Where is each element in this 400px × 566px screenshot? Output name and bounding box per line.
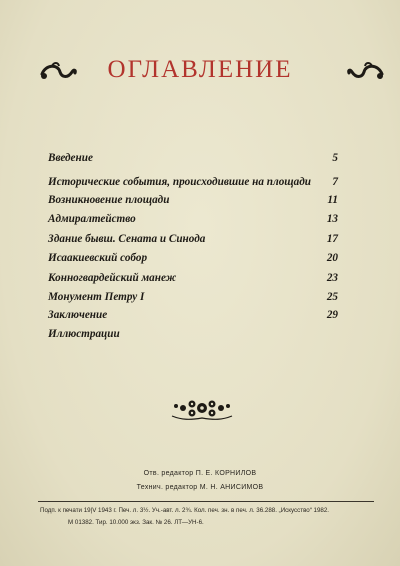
toc-entry — [48, 176, 338, 192]
toc-entry-label: Введение — [48, 152, 93, 164]
technical-editor: Технич. редактор М. Н. АНИСИМОВ — [136, 484, 264, 491]
toc-entry-label: Исторические события, происходившие на площади — [48, 176, 311, 188]
toc-entry-page: 5 — [332, 152, 338, 164]
toc-entry-page: 11 — [327, 194, 338, 206]
page-title: ОГЛАВЛЕНИЕ — [107, 56, 293, 83]
toc-entry-page: 7 — [332, 176, 338, 188]
toc-entry-page: 23 — [326, 272, 338, 284]
divider — [38, 501, 374, 502]
toc-entry-label: Здание бывш. Сената и Синода — [48, 233, 206, 245]
ornament-right-icon — [346, 60, 386, 84]
toc-entry-label: Заключение — [48, 309, 108, 321]
imprint-line-2: М 01382. Тир. 10.000 экз. Зак. № 26. ЛТ—УН-6. — [68, 519, 204, 526]
toc-entry — [48, 272, 338, 288]
toc-entry-page: 13 — [326, 213, 338, 225]
floral-flourish-icon — [170, 392, 234, 424]
toc-entry — [48, 233, 338, 249]
toc-entry-label: Конногвардейский манеж — [48, 272, 177, 284]
toc-entry-label: Исаакиевский собор — [48, 252, 148, 264]
toc-entry — [48, 252, 338, 268]
toc-entry-page: 20 — [326, 252, 338, 264]
toc-entry-page: 29 — [326, 309, 338, 321]
toc-entry-label: Монумент Петру I — [48, 291, 145, 303]
toc-entry-page: 25 — [326, 291, 338, 303]
toc-entry-label: Адмиралтейство — [48, 213, 136, 225]
toc-entry-label: Иллюстрации — [48, 328, 120, 340]
header — [0, 52, 400, 92]
toc-entry — [48, 213, 338, 229]
imprint-line-1: Подп. к печати 19|V 1943 г. Печ. л. 3½. Уч.-авт. л. 2¾. Кол. печ. зн. в печ. л. 36.288. „Искусство“ 1982. — [40, 507, 329, 514]
toc-entry — [48, 291, 338, 307]
toc-entry — [48, 152, 338, 168]
responsible-editor: Отв. редактор П. Е. КОРНИЛОВ — [143, 470, 257, 477]
toc-entry — [48, 194, 338, 210]
toc-entry-page: 17 — [326, 233, 338, 245]
toc-entry-label: Возникновение площади — [48, 194, 170, 206]
toc-entry — [48, 309, 338, 325]
toc-entry — [48, 328, 338, 344]
